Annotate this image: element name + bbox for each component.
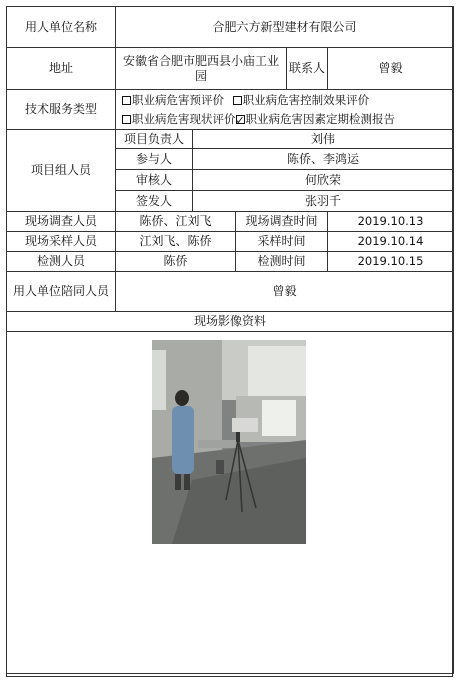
- team-role: 审核人: [116, 170, 193, 191]
- survey-time-label: 现场调查时间: [236, 212, 328, 232]
- testing-time-label: 检测时间: [236, 252, 328, 272]
- address-value: 安徽省合肥市肥西县小庙工业园: [116, 48, 287, 90]
- record-table: [6, 6, 454, 674]
- sampling-staff-value: 江刘飞、陈侨: [116, 232, 236, 252]
- option-pre-evaluation[interactable]: 职业病危害预评价: [122, 91, 224, 110]
- testing-time-value: 2019.10.15: [328, 252, 454, 272]
- contact-label: 联系人: [287, 48, 328, 90]
- option-control-effect[interactable]: 职业病危害控制效果评价: [233, 91, 370, 110]
- site-photo-image: [152, 340, 306, 544]
- team-member: 张羽千: [193, 191, 454, 212]
- team-role: 项目负责人: [116, 130, 193, 149]
- unit-label: 用人单位名称: [7, 7, 116, 48]
- sampling-time-value: 2019.10.14: [328, 232, 454, 252]
- unit-value: 合肥六方新型建材有限公司: [116, 7, 454, 48]
- option-periodic-testing[interactable]: ✓ 职业病危害因素定期检测报告: [236, 110, 396, 129]
- team-member: 刘伟: [193, 130, 454, 149]
- photo-area: [7, 332, 454, 674]
- sampling-time-label: 采样时间: [236, 232, 328, 252]
- checkbox-icon[interactable]: [122, 96, 131, 105]
- service-type-options: [116, 90, 454, 130]
- team-member: 陈侨、李鸿运: [193, 149, 454, 170]
- team-label: 项目组人员: [7, 130, 116, 212]
- escort-label: 用人单位陪同人员: [7, 272, 116, 312]
- team-member: 何欣荣: [193, 170, 454, 191]
- contact-value: 曾毅: [328, 48, 454, 90]
- team-role: 签发人: [116, 191, 193, 212]
- option-status-evaluation[interactable]: 职业病危害现状评价: [122, 110, 236, 129]
- service-type-label: 技术服务类型: [7, 90, 116, 130]
- record-sheet: [6, 6, 453, 677]
- survey-staff-value: 陈侨、江刘飞: [116, 212, 236, 232]
- testing-staff-value: 陈侨: [116, 252, 236, 272]
- checkbox-icon[interactable]: [233, 96, 242, 105]
- checkbox-icon[interactable]: [122, 115, 131, 124]
- checked-checkbox-icon[interactable]: [236, 115, 245, 124]
- escort-value: 曾毅: [116, 272, 454, 312]
- address-label: 地址: [7, 48, 116, 90]
- photo-section-title: 现场影像资料: [7, 312, 454, 332]
- sampling-staff-label: 现场采样人员: [7, 232, 116, 252]
- survey-time-value: 2019.10.13: [328, 212, 454, 232]
- team-role: 参与人: [116, 149, 193, 170]
- survey-staff-label: 现场调查人员: [7, 212, 116, 232]
- site-photo: [152, 340, 306, 544]
- testing-staff-label: 检测人员: [7, 252, 116, 272]
